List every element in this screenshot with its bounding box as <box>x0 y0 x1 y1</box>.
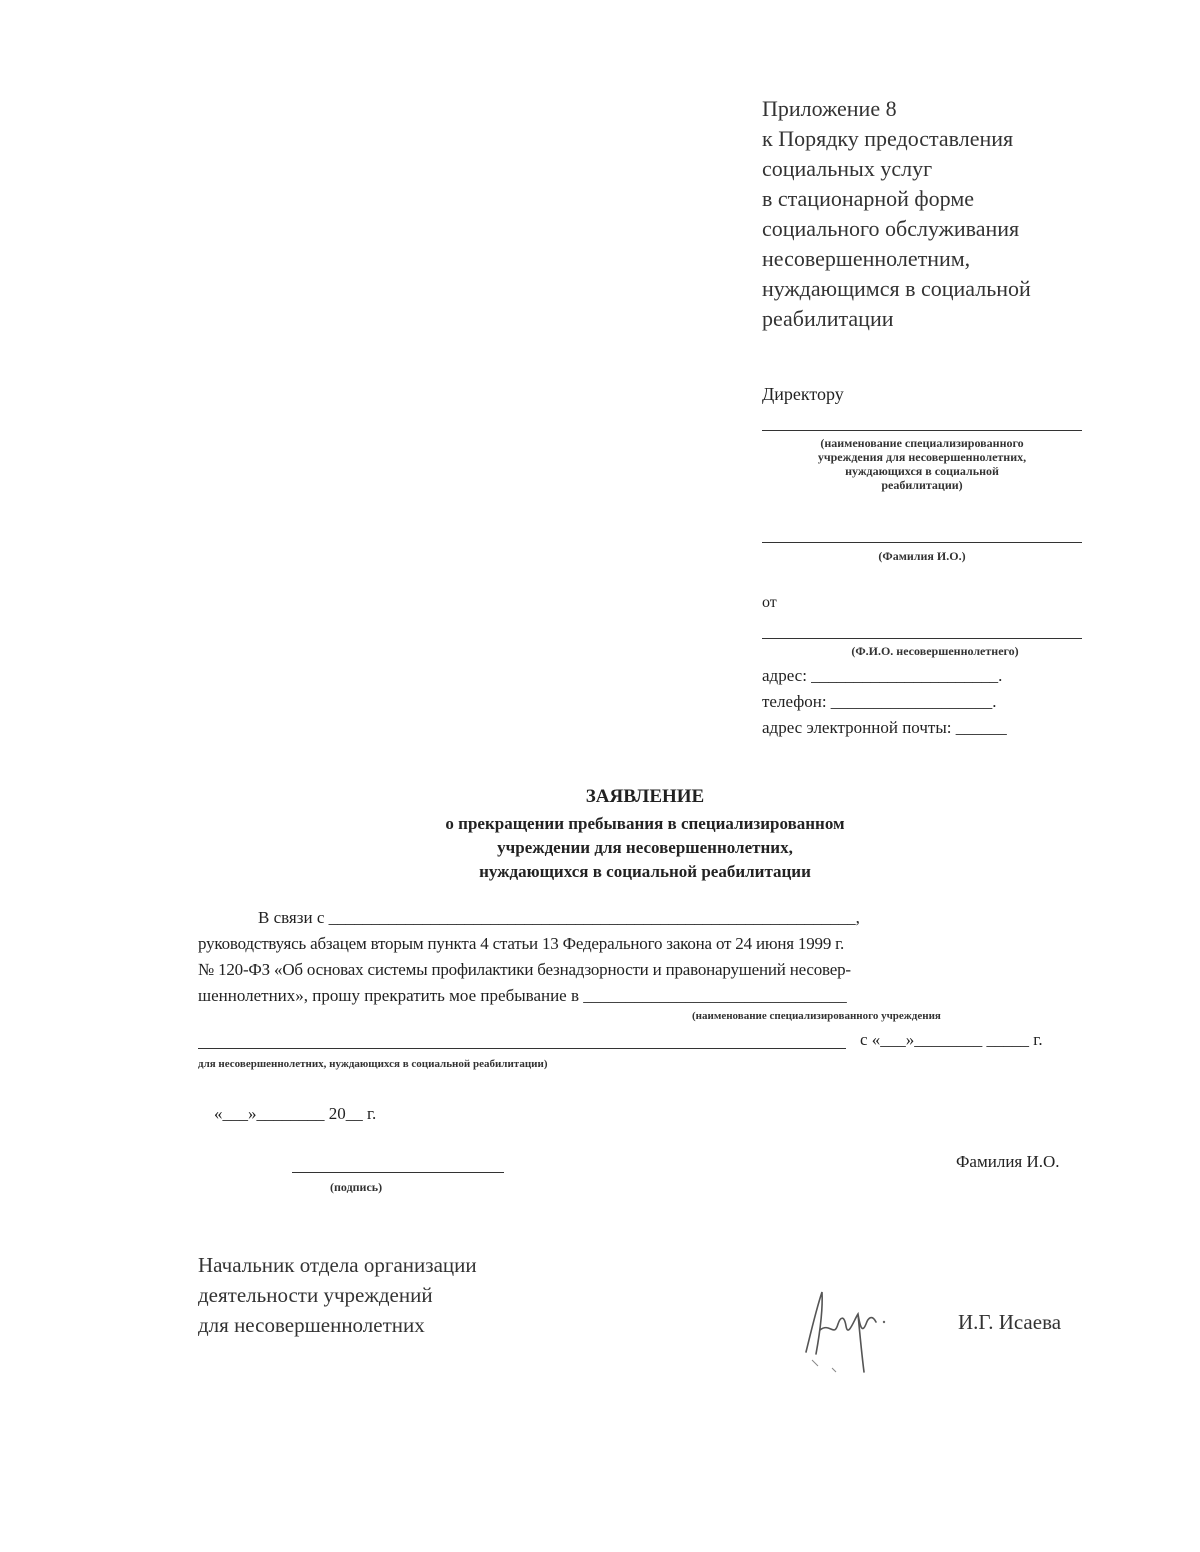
appendix-header <box>762 94 1162 334</box>
statement-title: ЗАЯВЛЕНИЕ <box>585 786 705 807</box>
institution-caption: (наименование специализированного учреждения для несовершеннолетних, нуждающихся в социальной реабилитации) <box>817 436 1027 492</box>
body-line-3: № 120-ФЗ «Об основах системы профилактики безнадзорности и правонарушений несовер- <box>198 960 851 979</box>
director-name-line <box>762 542 1082 543</box>
appendix-line: Приложение 8 <box>762 96 897 121</box>
phone-field: телефон: ___________________. <box>762 692 997 711</box>
appendix-line: в стационарной форме <box>762 186 975 211</box>
address-field: адрес: ______________________. <box>762 666 1003 685</box>
from-label: от <box>762 594 777 611</box>
reason-line: В связи с ______________________________________________________________, <box>258 908 860 927</box>
to-director-label: Директору <box>762 384 844 404</box>
appendix-line: социального обслуживания <box>762 216 1020 241</box>
institution-field-line <box>198 1048 846 1049</box>
applicant-caption: (Ф.И.О. несовершеннолетнего) <box>851 644 1019 658</box>
signature-line <box>292 1172 504 1173</box>
appendix-line: несовершеннолетним, <box>762 246 971 271</box>
institution-name-line <box>762 430 1082 431</box>
official-position: Начальник отдела организации деятельности учреждений для несовершеннолетних <box>198 1253 477 1337</box>
institution-field-caption: (наименование специализированного учреждения <box>692 1010 941 1022</box>
applicant-name-line <box>762 638 1082 639</box>
body-line-4: шеннолетних», прошу прекратить мое пребывание в _______________________________ <box>198 986 847 1005</box>
appendix-line: к Порядку предоставления <box>762 126 1014 151</box>
signer-name: Фамилия И.О. <box>956 1152 1060 1171</box>
signature-caption: (подпись) <box>330 1180 383 1194</box>
email-field: адрес электронной почты: ______ <box>762 718 1007 737</box>
appendix-line: реабилитации <box>762 306 894 331</box>
body-line-2: руководствуясь абзацем вторым пункта 4 статьи 13 Федерального закона от 24 июня 1999 г. <box>198 934 845 953</box>
director-caption: (Фамилия И.О.) <box>878 549 966 563</box>
start-date-field: с «___»________ _____ г. <box>860 1030 1043 1049</box>
appendix-line: социальных услуг <box>762 156 933 181</box>
handwritten-signature <box>792 1280 902 1380</box>
institution-field-caption-cont: для несовершеннолетних, нуждающихся в социальной реабилитации) <box>198 1058 548 1070</box>
date-field: «___»________ 20__ г. <box>214 1104 377 1123</box>
statement-subtitle: о прекращении пребывания в специализированном учреждении для несовершеннолетних, нуждающихся в социальной реабилитации <box>445 814 845 881</box>
appendix-line: нуждающимся в социальной <box>762 276 1031 301</box>
official-name: И.Г. Исаева <box>958 1310 1062 1334</box>
